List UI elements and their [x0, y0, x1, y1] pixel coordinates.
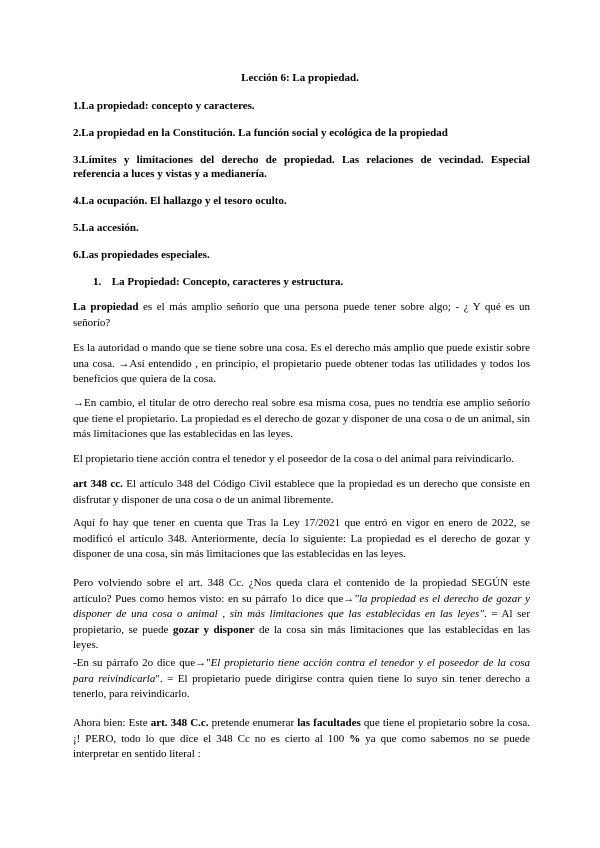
paragraph-7-text-c: de la cosa sin más limitaciones que las establecidas en las leyes.	[73, 623, 530, 651]
topic-1: 1.La propiedad: concepto y caracteres.	[73, 100, 255, 112]
paragraph-8	[73, 656, 530, 703]
topic-4: 4.La ocupación. El hallazgo y el tesoro oculto.	[73, 195, 287, 207]
paragraph-9	[73, 716, 530, 763]
topic-5: 5.La accesión.	[73, 222, 139, 234]
paragraph-4: El propietario tiene acción contra el tenedor y el poseedor de la cosa o del animal para reivindicarlo.	[73, 453, 515, 465]
article-348-ref: art. 348 C.c.	[150, 717, 209, 729]
article-reference: art 348 cc.	[73, 478, 123, 490]
quote-paragraph-1: "la propiedad es el derecho de gozar y disponer de una cosa o animal , sin más limitaciones que las establecidas en las leyes"	[73, 592, 530, 620]
quote-paragraph-2: El propietario tiene acción contra el tenedor y el poseedor de la cosa para reivindicarla	[73, 657, 530, 685]
paragraph-8-text-b: ". = El propietario puede dirigirse contra quien tiene lo suyo sin tener derecho a tenerlo, para reivindicarlo.	[73, 672, 530, 700]
paragraph-5-text: El artículo 348 del Código Civil establece que la propiedad es un derecho que consiste en disfrutar y disponer de una cosa o de un animal libremente.	[73, 478, 530, 506]
section-title: La Propiedad: Concepto, caracteres y estructura.	[111, 276, 344, 288]
paragraph-9-text-d: ya que como sabemos no se puede interpretar en sentido literal :	[73, 732, 531, 760]
paragraph-3: →En cambio, el titular de otro derecho real sobre esa misma cosa, pues no tendría ese amplio señorío que tiene el propietario. La propiedad es el derecho de gozar y disponer de una cosa o de un animal, sin más limitaciones que las establecidas en las leyes.	[73, 397, 530, 440]
paragraph-6: Aquí fo hay que tener en cuenta que Tras la Ley 17/2021 que entró en vigor en enero de 2022, se modificó el artículo 348. Anteriormente, decía lo siguiente: La propiedad es el derecho de gozar y disponer de una cosa, sin más limitaciones que las establecidas en las leyes.	[73, 517, 530, 560]
term-propiedad: La propiedad	[73, 301, 139, 313]
section-number: 1.	[93, 276, 102, 288]
paragraph-5	[73, 477, 530, 508]
paragraph-7	[73, 576, 530, 654]
paragraph-7-text-b: . = Al ser propietario, se puede	[73, 608, 530, 636]
topic-2: 2.La propiedad en la Constitución. La función social y ecológica de la propiedad	[73, 127, 448, 139]
paragraph-9-text-a: Ahora bien: Este	[73, 717, 151, 729]
percent-sign: %	[349, 732, 361, 745]
paragraph-2: Es la autoridad o mando que se tiene sobre una cosa. Es el derecho más amplio que puede existir sobre una cosa. →Así entendido , en principio, el propietario puede obtener todas las utilidades y todos los beneficios que quiera de la cosa.	[73, 342, 530, 385]
paragraph-7-text-a: Pero volviendo sobre el art. 348 Cc. ¿Nos queda clara el contenido de la propiedad SEGÚN este artículo? Pues como hemos visto: en su párrafo 1o dice que→	[73, 577, 530, 605]
las-facultades: las facultades	[297, 717, 361, 729]
paragraph-9-text-b: pretende enumerar	[208, 717, 298, 729]
lesson-title: Lección 6: La propiedad.	[241, 72, 359, 84]
topic-6: 6.Las propiedades especiales.	[73, 249, 210, 261]
topic-3: 3.Límites y limitaciones del derecho de propiedad. Las relaciones de vecindad. Especial referencia a luces y vistas y a medianería.	[73, 154, 530, 180]
gozar-y-disponer: gozar y disponer	[172, 623, 255, 636]
paragraph-9-text-c: que tiene el propietario sobre la cosa. ¡! PERO, todo lo que dice el 348 Cc no es cierto al 100	[73, 717, 530, 745]
paragraph-1	[73, 300, 530, 331]
section-heading	[93, 276, 533, 288]
paragraph-1-text: es el más amplio señorío que una persona puede tener sobre algo; - ¿ Y qué es un señorío?	[73, 301, 531, 329]
paragraph-8-text-a: -En su párrafo 2o dice que→"	[73, 657, 211, 669]
